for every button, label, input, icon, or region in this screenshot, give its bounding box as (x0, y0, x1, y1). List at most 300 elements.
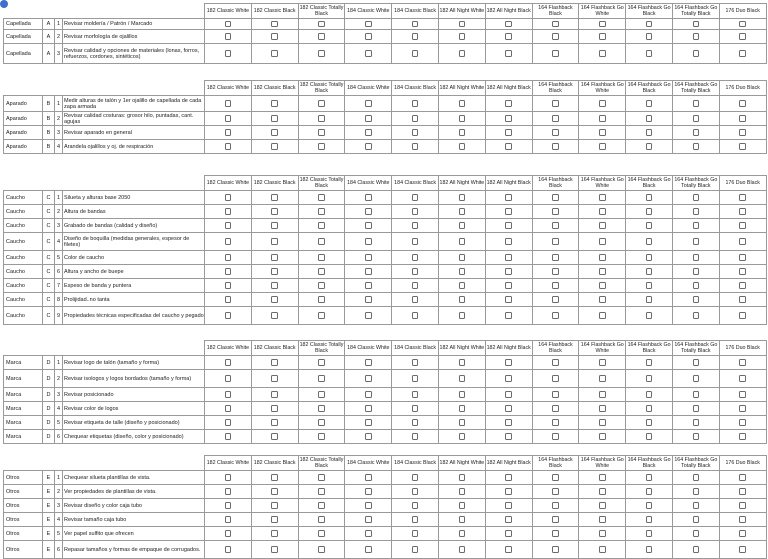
checkbox-164-flashback-black[interactable] (552, 194, 559, 201)
checkbox-164-flashback-black[interactable] (552, 516, 559, 523)
checkbox-182-all-night-white[interactable] (459, 391, 466, 398)
checkbox-164-flashback-go-black[interactable] (646, 222, 653, 229)
checkbox-182-all-night-black[interactable] (505, 474, 512, 481)
checkbox-164-flashback-go-black[interactable] (646, 50, 653, 57)
checkbox-184-classic-white[interactable] (365, 222, 372, 229)
checkbox-164-flashback-go-black[interactable] (646, 21, 653, 28)
checkbox-184-classic-white[interactable] (365, 143, 372, 150)
checkbox-182-all-night-black[interactable] (505, 502, 512, 509)
checkbox-182-all-night-white[interactable] (459, 194, 466, 201)
checkbox-184-classic-white[interactable] (365, 296, 372, 303)
checkbox-164-flashback-go-white[interactable] (599, 546, 606, 553)
checkbox-164-flashback-go-black[interactable] (646, 502, 653, 509)
checkbox-182-classic-white[interactable] (225, 474, 232, 481)
checkbox-164-flashback-go-totally-black[interactable] (693, 33, 700, 40)
checkbox-182-classic-black[interactable] (271, 50, 278, 57)
checkbox-164-flashback-black[interactable] (552, 33, 559, 40)
checkbox-176-duo-black[interactable] (739, 488, 746, 495)
checkbox-164-flashback-go-black[interactable] (646, 433, 653, 440)
checkbox-182-classic-black[interactable] (271, 254, 278, 261)
checkbox-182-all-night-black[interactable] (505, 254, 512, 261)
checkbox-182-classic-white[interactable] (225, 50, 232, 57)
checkbox-164-flashback-go-totally-black[interactable] (693, 100, 700, 107)
checkbox-182-all-night-black[interactable] (505, 296, 512, 303)
checkbox-176-duo-black[interactable] (739, 208, 746, 215)
checkbox-182-all-night-black[interactable] (505, 222, 512, 229)
checkbox-184-classic-black[interactable] (412, 100, 419, 107)
checkbox-176-duo-black[interactable] (739, 296, 746, 303)
checkbox-182-classic-totally-black[interactable] (318, 100, 325, 107)
checkbox-184-classic-white[interactable] (365, 474, 372, 481)
checkbox-182-all-night-white[interactable] (459, 530, 466, 537)
checkbox-184-classic-white[interactable] (365, 375, 372, 382)
checkbox-182-all-night-black[interactable] (505, 391, 512, 398)
checkbox-182-classic-black[interactable] (271, 375, 278, 382)
checkbox-164-flashback-go-totally-black[interactable] (693, 474, 700, 481)
checkbox-164-flashback-go-totally-black[interactable] (693, 208, 700, 215)
checkbox-182-classic-white[interactable] (225, 143, 232, 150)
checkbox-182-all-night-white[interactable] (459, 488, 466, 495)
checkbox-164-flashback-go-black[interactable] (646, 238, 653, 245)
checkbox-164-flashback-go-totally-black[interactable] (693, 238, 700, 245)
checkbox-184-classic-black[interactable] (412, 282, 419, 289)
checkbox-164-flashback-go-totally-black[interactable] (693, 50, 700, 57)
checkbox-184-classic-black[interactable] (412, 474, 419, 481)
checkbox-176-duo-black[interactable] (739, 375, 746, 382)
checkbox-182-all-night-black[interactable] (505, 21, 512, 28)
checkbox-164-flashback-go-white[interactable] (599, 433, 606, 440)
checkbox-184-classic-white[interactable] (365, 50, 372, 57)
checkbox-164-flashback-go-totally-black[interactable] (693, 194, 700, 201)
checkbox-182-classic-white[interactable] (225, 100, 232, 107)
checkbox-182-classic-black[interactable] (271, 433, 278, 440)
checkbox-164-flashback-black[interactable] (552, 268, 559, 275)
checkbox-164-flashback-go-totally-black[interactable] (693, 516, 700, 523)
checkbox-164-flashback-go-totally-black[interactable] (693, 282, 700, 289)
checkbox-182-all-night-black[interactable] (505, 530, 512, 537)
checkbox-182-classic-black[interactable] (271, 238, 278, 245)
checkbox-184-classic-black[interactable] (412, 375, 419, 382)
checkbox-164-flashback-go-black[interactable] (646, 530, 653, 537)
checkbox-184-classic-white[interactable] (365, 405, 372, 412)
checkbox-182-all-night-white[interactable] (459, 419, 466, 426)
checkbox-182-classic-totally-black[interactable] (318, 433, 325, 440)
checkbox-182-classic-white[interactable] (225, 375, 232, 382)
checkbox-164-flashback-go-black[interactable] (646, 129, 653, 136)
checkbox-176-duo-black[interactable] (739, 33, 746, 40)
checkbox-182-classic-black[interactable] (271, 488, 278, 495)
checkbox-184-classic-white[interactable] (365, 208, 372, 215)
checkbox-184-classic-white[interactable] (365, 312, 372, 319)
checkbox-182-classic-totally-black[interactable] (318, 405, 325, 412)
checkbox-182-all-night-black[interactable] (505, 312, 512, 319)
checkbox-164-flashback-go-white[interactable] (599, 21, 606, 28)
checkbox-184-classic-white[interactable] (365, 268, 372, 275)
checkbox-164-flashback-go-totally-black[interactable] (693, 359, 700, 366)
checkbox-184-classic-black[interactable] (412, 50, 419, 57)
checkbox-182-classic-white[interactable] (225, 115, 232, 122)
checkbox-164-flashback-go-white[interactable] (599, 488, 606, 495)
checkbox-182-all-night-white[interactable] (459, 238, 466, 245)
checkbox-182-all-night-black[interactable] (505, 516, 512, 523)
checkbox-182-classic-white[interactable] (225, 488, 232, 495)
checkbox-182-classic-black[interactable] (271, 516, 278, 523)
checkbox-182-classic-black[interactable] (271, 502, 278, 509)
checkbox-164-flashback-black[interactable] (552, 474, 559, 481)
checkbox-182-classic-white[interactable] (225, 282, 232, 289)
checkbox-164-flashback-go-white[interactable] (599, 474, 606, 481)
checkbox-164-flashback-go-white[interactable] (599, 359, 606, 366)
checkbox-176-duo-black[interactable] (739, 143, 746, 150)
checkbox-184-classic-black[interactable] (412, 530, 419, 537)
checkbox-184-classic-black[interactable] (412, 268, 419, 275)
checkbox-164-flashback-black[interactable] (552, 50, 559, 57)
checkbox-164-flashback-black[interactable] (552, 488, 559, 495)
checkbox-184-classic-white[interactable] (365, 433, 372, 440)
checkbox-182-all-night-white[interactable] (459, 50, 466, 57)
checkbox-164-flashback-black[interactable] (552, 359, 559, 366)
checkbox-176-duo-black[interactable] (739, 222, 746, 229)
checkbox-164-flashback-black[interactable] (552, 143, 559, 150)
checkbox-182-all-night-white[interactable] (459, 474, 466, 481)
checkbox-176-duo-black[interactable] (739, 129, 746, 136)
checkbox-176-duo-black[interactable] (739, 405, 746, 412)
checkbox-184-classic-black[interactable] (412, 546, 419, 553)
checkbox-176-duo-black[interactable] (739, 419, 746, 426)
checkbox-184-classic-black[interactable] (412, 129, 419, 136)
checkbox-182-classic-black[interactable] (271, 143, 278, 150)
checkbox-164-flashback-go-totally-black[interactable] (693, 530, 700, 537)
checkbox-164-flashback-go-black[interactable] (646, 375, 653, 382)
checkbox-164-flashback-go-white[interactable] (599, 405, 606, 412)
checkbox-182-classic-totally-black[interactable] (318, 21, 325, 28)
checkbox-164-flashback-go-black[interactable] (646, 254, 653, 261)
checkbox-164-flashback-black[interactable] (552, 115, 559, 122)
checkbox-182-classic-totally-black[interactable] (318, 375, 325, 382)
checkbox-184-classic-black[interactable] (412, 296, 419, 303)
checkbox-184-classic-black[interactable] (412, 359, 419, 366)
checkbox-182-classic-totally-black[interactable] (318, 33, 325, 40)
checkbox-184-classic-black[interactable] (412, 405, 419, 412)
checkbox-184-classic-black[interactable] (412, 194, 419, 201)
checkbox-182-classic-totally-black[interactable] (318, 391, 325, 398)
checkbox-164-flashback-go-white[interactable] (599, 502, 606, 509)
checkbox-164-flashback-go-totally-black[interactable] (693, 419, 700, 426)
checkbox-184-classic-black[interactable] (412, 516, 419, 523)
checkbox-182-all-night-white[interactable] (459, 375, 466, 382)
checkbox-164-flashback-go-black[interactable] (646, 268, 653, 275)
checkbox-164-flashback-black[interactable] (552, 530, 559, 537)
checkbox-182-all-night-black[interactable] (505, 100, 512, 107)
checkbox-182-classic-white[interactable] (225, 312, 232, 319)
checkbox-182-classic-black[interactable] (271, 312, 278, 319)
checkbox-182-all-night-white[interactable] (459, 433, 466, 440)
checkbox-182-all-night-black[interactable] (505, 433, 512, 440)
checkbox-184-classic-white[interactable] (365, 391, 372, 398)
checkbox-164-flashback-go-white[interactable] (599, 312, 606, 319)
checkbox-176-duo-black[interactable] (739, 502, 746, 509)
checkbox-164-flashback-black[interactable] (552, 208, 559, 215)
checkbox-182-classic-white[interactable] (225, 238, 232, 245)
checkbox-182-all-night-white[interactable] (459, 359, 466, 366)
checkbox-164-flashback-black[interactable] (552, 296, 559, 303)
checkbox-164-flashback-black[interactable] (552, 312, 559, 319)
checkbox-182-all-night-white[interactable] (459, 312, 466, 319)
checkbox-164-flashback-go-white[interactable] (599, 238, 606, 245)
checkbox-184-classic-black[interactable] (412, 33, 419, 40)
checkbox-184-classic-white[interactable] (365, 530, 372, 537)
checkbox-164-flashback-go-black[interactable] (646, 419, 653, 426)
checkbox-182-all-night-black[interactable] (505, 50, 512, 57)
checkbox-182-classic-totally-black[interactable] (318, 502, 325, 509)
checkbox-164-flashback-go-white[interactable] (599, 129, 606, 136)
checkbox-182-all-night-white[interactable] (459, 143, 466, 150)
checkbox-164-flashback-go-white[interactable] (599, 50, 606, 57)
checkbox-182-all-night-black[interactable] (505, 419, 512, 426)
checkbox-182-all-night-black[interactable] (505, 238, 512, 245)
checkbox-182-classic-white[interactable] (225, 208, 232, 215)
checkbox-164-flashback-go-totally-black[interactable] (693, 268, 700, 275)
checkbox-182-all-night-white[interactable] (459, 254, 466, 261)
checkbox-164-flashback-go-totally-black[interactable] (693, 375, 700, 382)
checkbox-184-classic-white[interactable] (365, 254, 372, 261)
checkbox-184-classic-white[interactable] (365, 502, 372, 509)
checkbox-184-classic-black[interactable] (412, 254, 419, 261)
checkbox-182-all-night-white[interactable] (459, 405, 466, 412)
checkbox-182-classic-black[interactable] (271, 474, 278, 481)
checkbox-164-flashback-go-black[interactable] (646, 474, 653, 481)
checkbox-182-all-night-black[interactable] (505, 115, 512, 122)
checkbox-182-classic-black[interactable] (271, 222, 278, 229)
checkbox-182-classic-totally-black[interactable] (318, 115, 325, 122)
checkbox-164-flashback-black[interactable] (552, 375, 559, 382)
checkbox-182-all-night-white[interactable] (459, 100, 466, 107)
checkbox-176-duo-black[interactable] (739, 359, 746, 366)
checkbox-182-classic-white[interactable] (225, 129, 232, 136)
checkbox-164-flashback-go-white[interactable] (599, 296, 606, 303)
checkbox-182-classic-totally-black[interactable] (318, 488, 325, 495)
checkbox-182-classic-totally-black[interactable] (318, 359, 325, 366)
checkbox-182-all-night-white[interactable] (459, 282, 466, 289)
checkbox-164-flashback-black[interactable] (552, 546, 559, 553)
checkbox-164-flashback-black[interactable] (552, 129, 559, 136)
checkbox-182-classic-white[interactable] (225, 296, 232, 303)
checkbox-182-all-night-black[interactable] (505, 405, 512, 412)
checkbox-182-all-night-white[interactable] (459, 21, 466, 28)
checkbox-164-flashback-black[interactable] (552, 282, 559, 289)
checkbox-182-classic-white[interactable] (225, 433, 232, 440)
checkbox-164-flashback-go-black[interactable] (646, 33, 653, 40)
checkbox-182-classic-white[interactable] (225, 33, 232, 40)
checkbox-182-classic-black[interactable] (271, 359, 278, 366)
checkbox-182-classic-white[interactable] (225, 222, 232, 229)
checkbox-164-flashback-go-totally-black[interactable] (693, 433, 700, 440)
checkbox-182-all-night-black[interactable] (505, 268, 512, 275)
checkbox-182-all-night-white[interactable] (459, 516, 466, 523)
checkbox-182-classic-black[interactable] (271, 194, 278, 201)
checkbox-164-flashback-go-black[interactable] (646, 115, 653, 122)
checkbox-164-flashback-go-white[interactable] (599, 143, 606, 150)
checkbox-164-flashback-go-white[interactable] (599, 419, 606, 426)
checkbox-164-flashback-black[interactable] (552, 391, 559, 398)
checkbox-182-classic-totally-black[interactable] (318, 530, 325, 537)
checkbox-182-all-night-white[interactable] (459, 546, 466, 553)
checkbox-164-flashback-go-white[interactable] (599, 194, 606, 201)
checkbox-176-duo-black[interactable] (739, 238, 746, 245)
checkbox-184-classic-black[interactable] (412, 238, 419, 245)
checkbox-164-flashback-go-black[interactable] (646, 312, 653, 319)
checkbox-164-flashback-black[interactable] (552, 238, 559, 245)
checkbox-182-classic-totally-black[interactable] (318, 238, 325, 245)
checkbox-164-flashback-go-totally-black[interactable] (693, 405, 700, 412)
checkbox-182-classic-white[interactable] (225, 391, 232, 398)
checkbox-164-flashback-go-black[interactable] (646, 208, 653, 215)
checkbox-184-classic-black[interactable] (412, 502, 419, 509)
checkbox-184-classic-white[interactable] (365, 546, 372, 553)
checkbox-182-classic-totally-black[interactable] (318, 254, 325, 261)
checkbox-184-classic-white[interactable] (365, 129, 372, 136)
checkbox-182-classic-white[interactable] (225, 254, 232, 261)
checkbox-164-flashback-go-black[interactable] (646, 516, 653, 523)
checkbox-164-flashback-go-black[interactable] (646, 194, 653, 201)
checkbox-182-all-night-black[interactable] (505, 33, 512, 40)
checkbox-176-duo-black[interactable] (739, 391, 746, 398)
checkbox-182-classic-white[interactable] (225, 194, 232, 201)
checkbox-184-classic-black[interactable] (412, 21, 419, 28)
checkbox-182-classic-black[interactable] (271, 208, 278, 215)
checkbox-184-classic-white[interactable] (365, 282, 372, 289)
checkbox-182-all-night-white[interactable] (459, 296, 466, 303)
checkbox-182-classic-totally-black[interactable] (318, 312, 325, 319)
checkbox-164-flashback-go-black[interactable] (646, 488, 653, 495)
checkbox-164-flashback-go-totally-black[interactable] (693, 391, 700, 398)
checkbox-164-flashback-black[interactable] (552, 433, 559, 440)
checkbox-182-classic-black[interactable] (271, 282, 278, 289)
checkbox-164-flashback-go-totally-black[interactable] (693, 222, 700, 229)
checkbox-184-classic-white[interactable] (365, 115, 372, 122)
checkbox-182-all-night-black[interactable] (505, 546, 512, 553)
checkbox-164-flashback-go-white[interactable] (599, 115, 606, 122)
checkbox-182-classic-totally-black[interactable] (318, 208, 325, 215)
checkbox-182-classic-black[interactable] (271, 21, 278, 28)
checkbox-182-all-night-white[interactable] (459, 115, 466, 122)
checkbox-164-flashback-go-white[interactable] (599, 208, 606, 215)
checkbox-184-classic-black[interactable] (412, 391, 419, 398)
checkbox-182-classic-black[interactable] (271, 129, 278, 136)
checkbox-176-duo-black[interactable] (739, 312, 746, 319)
checkbox-184-classic-white[interactable] (365, 238, 372, 245)
checkbox-184-classic-white[interactable] (365, 419, 372, 426)
checkbox-182-classic-black[interactable] (271, 100, 278, 107)
checkbox-182-all-night-white[interactable] (459, 268, 466, 275)
checkbox-164-flashback-black[interactable] (552, 21, 559, 28)
checkbox-176-duo-black[interactable] (739, 516, 746, 523)
checkbox-176-duo-black[interactable] (739, 530, 746, 537)
checkbox-184-classic-white[interactable] (365, 21, 372, 28)
checkbox-182-classic-totally-black[interactable] (318, 546, 325, 553)
checkbox-184-classic-black[interactable] (412, 419, 419, 426)
checkbox-164-flashback-go-black[interactable] (646, 296, 653, 303)
checkbox-184-classic-black[interactable] (412, 208, 419, 215)
checkbox-164-flashback-go-white[interactable] (599, 100, 606, 107)
checkbox-182-classic-totally-black[interactable] (318, 296, 325, 303)
checkbox-176-duo-black[interactable] (739, 21, 746, 28)
checkbox-164-flashback-go-white[interactable] (599, 391, 606, 398)
checkbox-182-all-night-black[interactable] (505, 208, 512, 215)
checkbox-164-flashback-black[interactable] (552, 502, 559, 509)
checkbox-184-classic-white[interactable] (365, 100, 372, 107)
checkbox-164-flashback-go-black[interactable] (646, 143, 653, 150)
checkbox-182-classic-black[interactable] (271, 419, 278, 426)
checkbox-164-flashback-go-totally-black[interactable] (693, 254, 700, 261)
checkbox-184-classic-white[interactable] (365, 33, 372, 40)
checkbox-182-classic-totally-black[interactable] (318, 516, 325, 523)
checkbox-182-classic-white[interactable] (225, 502, 232, 509)
checkbox-184-classic-black[interactable] (412, 222, 419, 229)
checkbox-164-flashback-go-totally-black[interactable] (693, 296, 700, 303)
checkbox-182-all-night-black[interactable] (505, 143, 512, 150)
checkbox-182-classic-totally-black[interactable] (318, 129, 325, 136)
checkbox-164-flashback-go-white[interactable] (599, 282, 606, 289)
checkbox-164-flashback-black[interactable] (552, 100, 559, 107)
checkbox-164-flashback-go-white[interactable] (599, 375, 606, 382)
checkbox-164-flashback-go-white[interactable] (599, 516, 606, 523)
checkbox-182-classic-white[interactable] (225, 359, 232, 366)
checkbox-182-all-night-black[interactable] (505, 194, 512, 201)
checkbox-164-flashback-black[interactable] (552, 419, 559, 426)
checkbox-182-all-night-white[interactable] (459, 208, 466, 215)
checkbox-164-flashback-go-black[interactable] (646, 100, 653, 107)
checkbox-164-flashback-black[interactable] (552, 222, 559, 229)
checkbox-182-classic-black[interactable] (271, 296, 278, 303)
checkbox-182-classic-black[interactable] (271, 391, 278, 398)
checkbox-182-classic-black[interactable] (271, 33, 278, 40)
checkbox-182-classic-white[interactable] (225, 516, 232, 523)
checkbox-164-flashback-go-white[interactable] (599, 530, 606, 537)
checkbox-182-all-night-black[interactable] (505, 375, 512, 382)
checkbox-184-classic-white[interactable] (365, 359, 372, 366)
checkbox-184-classic-white[interactable] (365, 488, 372, 495)
checkbox-164-flashback-go-totally-black[interactable] (693, 115, 700, 122)
checkbox-182-all-night-black[interactable] (505, 359, 512, 366)
checkbox-164-flashback-go-totally-black[interactable] (693, 546, 700, 553)
checkbox-164-flashback-go-black[interactable] (646, 359, 653, 366)
checkbox-164-flashback-go-white[interactable] (599, 33, 606, 40)
checkbox-164-flashback-go-totally-black[interactable] (693, 143, 700, 150)
checkbox-164-flashback-go-totally-black[interactable] (693, 312, 700, 319)
checkbox-184-classic-black[interactable] (412, 143, 419, 150)
checkbox-182-all-night-white[interactable] (459, 222, 466, 229)
checkbox-182-all-night-white[interactable] (459, 33, 466, 40)
checkbox-164-flashback-go-totally-black[interactable] (693, 502, 700, 509)
checkbox-182-all-night-black[interactable] (505, 488, 512, 495)
checkbox-176-duo-black[interactable] (739, 194, 746, 201)
checkbox-182-classic-totally-black[interactable] (318, 268, 325, 275)
checkbox-182-classic-black[interactable] (271, 546, 278, 553)
checkbox-184-classic-black[interactable] (412, 312, 419, 319)
checkbox-182-all-night-black[interactable] (505, 129, 512, 136)
checkbox-176-duo-black[interactable] (739, 50, 746, 57)
checkbox-182-classic-white[interactable] (225, 21, 232, 28)
checkbox-176-duo-black[interactable] (739, 282, 746, 289)
checkbox-182-classic-white[interactable] (225, 530, 232, 537)
checkbox-164-flashback-go-totally-black[interactable] (693, 21, 700, 28)
checkbox-164-flashback-go-black[interactable] (646, 546, 653, 553)
checkbox-184-classic-black[interactable] (412, 433, 419, 440)
checkbox-184-classic-black[interactable] (412, 488, 419, 495)
checkbox-184-classic-white[interactable] (365, 194, 372, 201)
checkbox-184-classic-white[interactable] (365, 516, 372, 523)
